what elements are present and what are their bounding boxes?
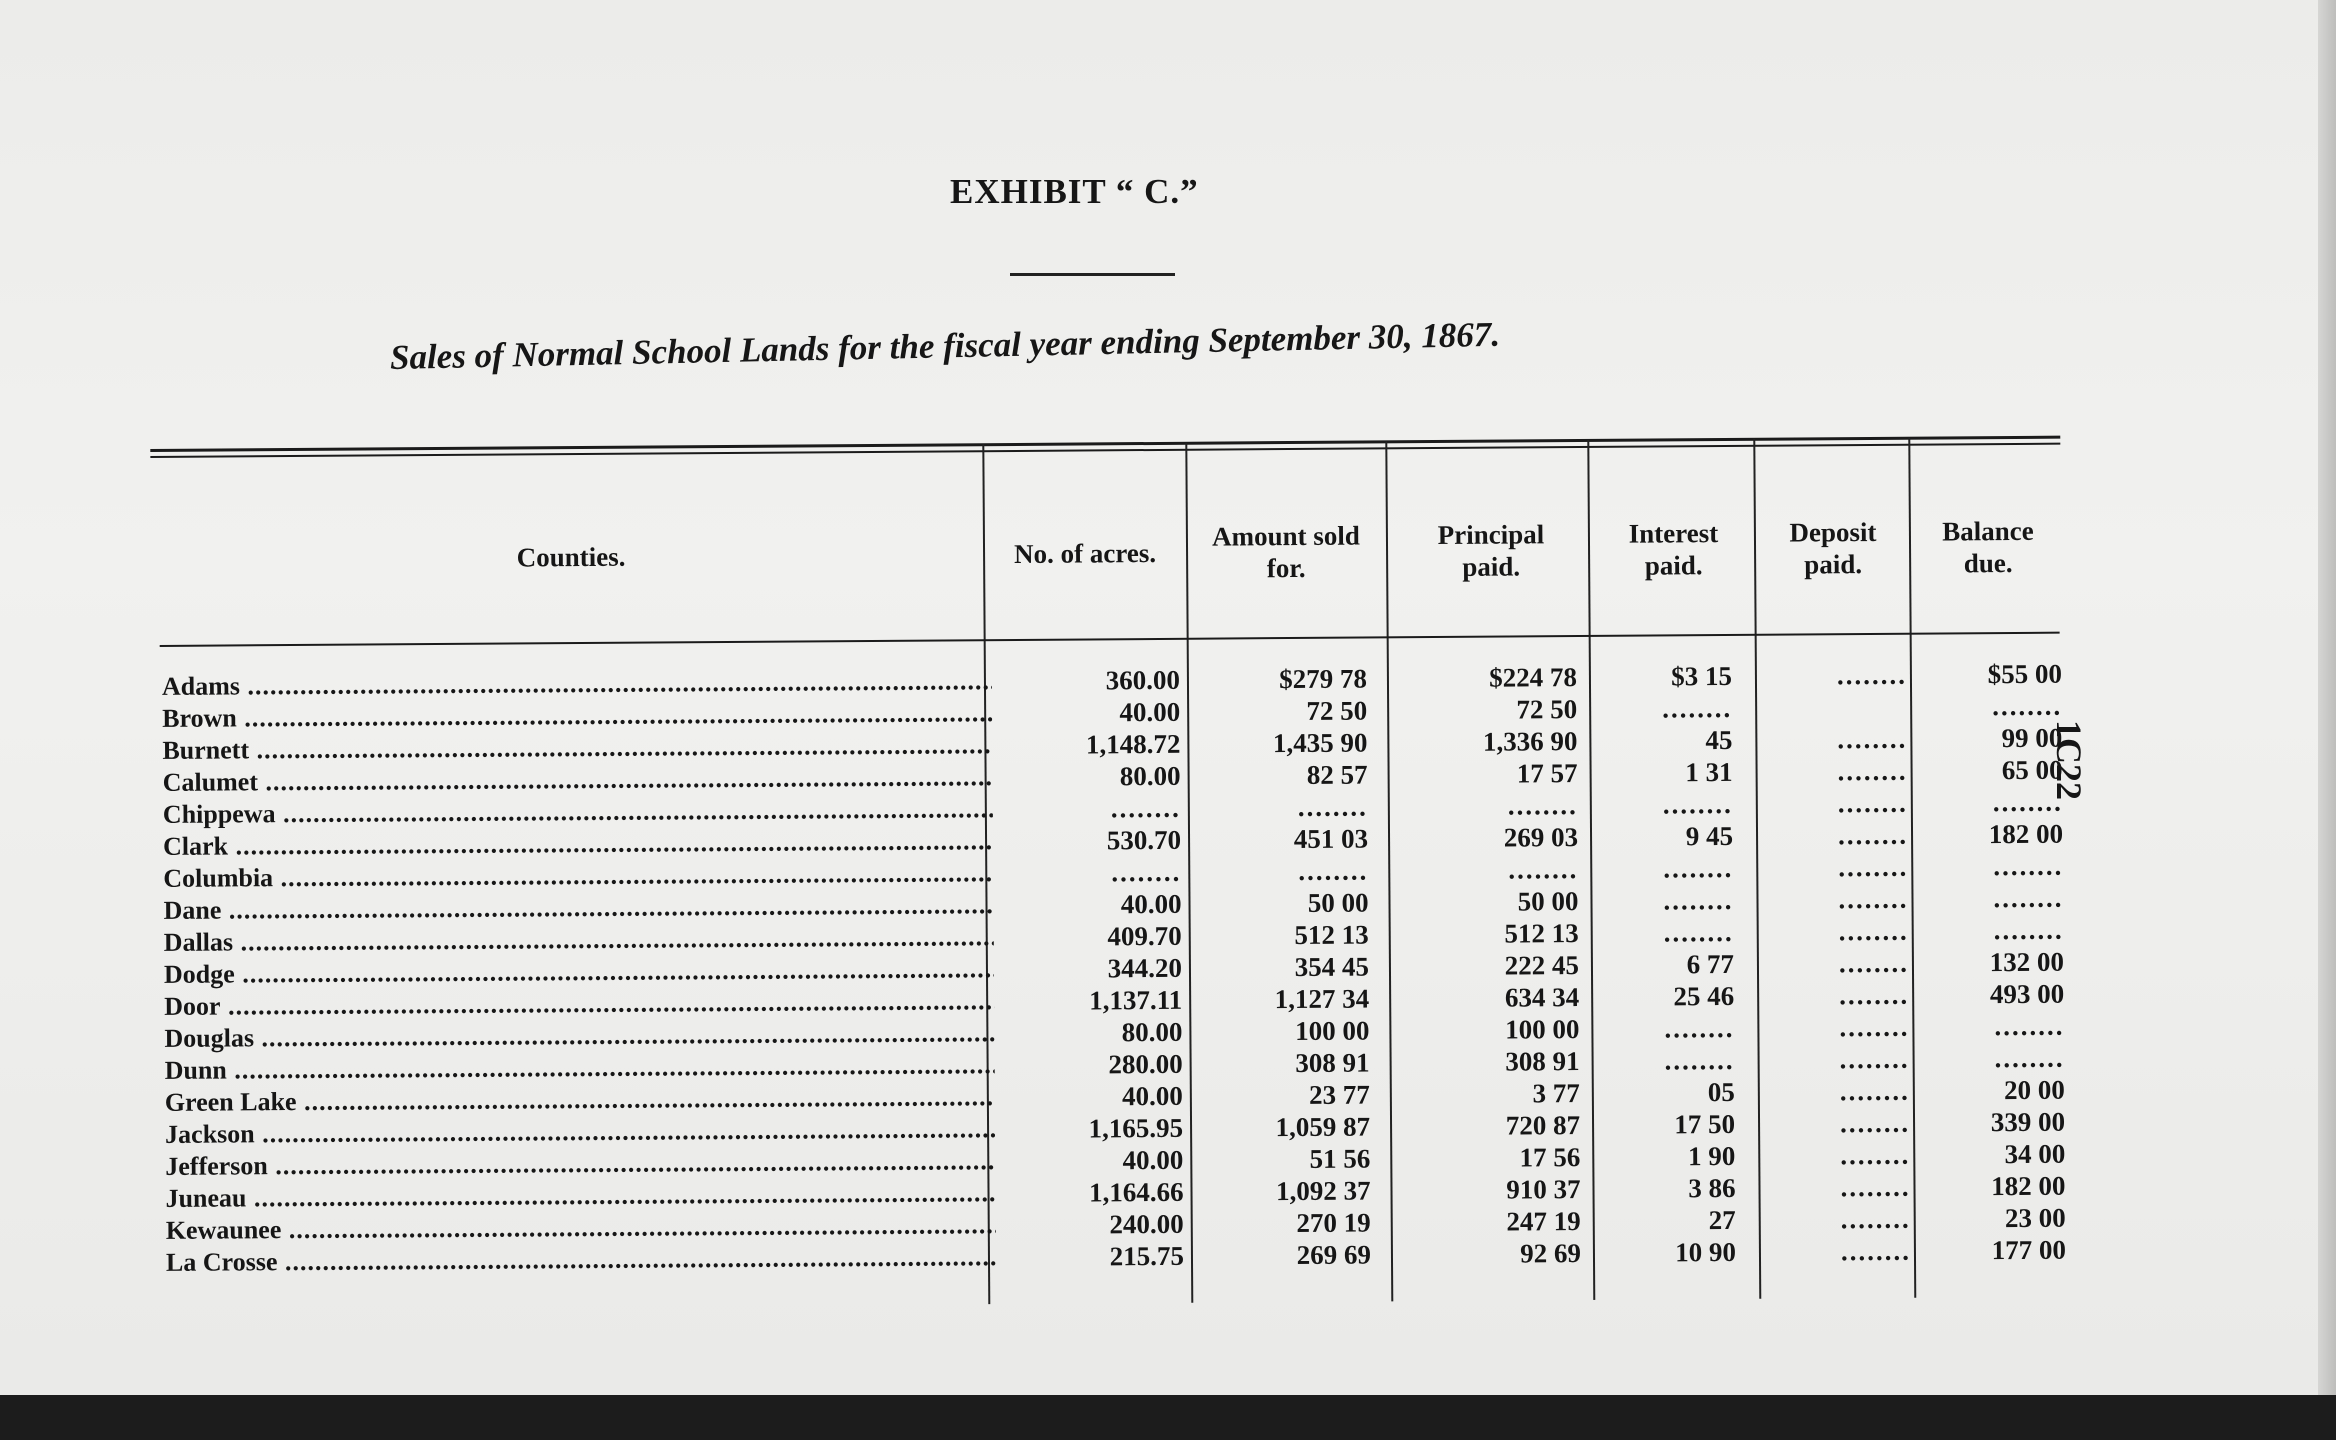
header-balance: Balance due. [1942, 515, 2034, 579]
amount-cell: 308 91 [1295, 1047, 1370, 1079]
interest-cell: 3 86 [1688, 1172, 1736, 1204]
acres-cell: 344.20 [1107, 952, 1183, 984]
acres-cell: 240.00 [1109, 1208, 1184, 1240]
balance-cell: ........ [1992, 690, 2063, 722]
amount-cell: 51 56 [1309, 1143, 1371, 1174]
deposit-cell: ........ [1840, 1203, 1911, 1235]
principal-cell: 512 13 [1504, 918, 1579, 949]
acres-cell: 80.00 [1121, 1016, 1183, 1048]
deposit-cell [1762, 691, 1907, 724]
acres-cell: 40.00 [1119, 696, 1181, 728]
acres-cell: 40.00 [1122, 1144, 1184, 1176]
header-deposit: Deposit paid. [1789, 516, 1877, 580]
header-acres: No. of acres. [1013, 537, 1157, 569]
acres-cell: 215.75 [1109, 1240, 1185, 1272]
balance-cell: 182 00 [1991, 1170, 2066, 1202]
header-amount: Amount sold for. [1211, 520, 1360, 584]
acres-cell: 1,164.66 [1088, 1176, 1184, 1208]
deposit-cell: ........ [1840, 1139, 1911, 1171]
principal-cell: ........ [1508, 854, 1579, 885]
amount-cell: 1,435 90 [1272, 727, 1368, 759]
balance-cell: 177 00 [1991, 1234, 2067, 1266]
county-name: Columbia ..... [163, 857, 993, 895]
amount-cell: 512 13 [1294, 919, 1369, 951]
amount-cell: 100 00 [1295, 1015, 1370, 1047]
amount-cell: 50 00 [1307, 887, 1369, 918]
principal-cell: 634 34 [1504, 982, 1580, 1013]
interest-cell: ........ [1663, 884, 1734, 916]
page-number: 1C22 [2049, 720, 2089, 800]
balance-cell: ........ [1993, 882, 2064, 914]
interest-cell: 27 [1708, 1204, 1736, 1236]
acres-cell: 360.00 [1105, 664, 1181, 696]
deposit-cell: ........ [1837, 755, 1908, 787]
county-name: Douglas ..... [164, 1017, 994, 1055]
principal-cell: 92 69 [1520, 1238, 1582, 1269]
principal-cell: 720 87 [1505, 1110, 1581, 1141]
principal-cell: 247 19 [1506, 1206, 1581, 1237]
header-counties: Counties. [516, 541, 626, 573]
principal-cell: 17 57 [1516, 758, 1578, 789]
balance-cell: 493 00 [1989, 978, 2065, 1010]
deposit-cell: ........ [1837, 723, 1908, 755]
acres-cell: 1,148.72 [1085, 728, 1181, 760]
balance-cell: ........ [1993, 914, 2064, 946]
principal-cell: 1,336 90 [1482, 726, 1578, 757]
county-name: Dunn ..... [165, 1049, 995, 1087]
principal-cell: 308 91 [1505, 1046, 1580, 1077]
principal-cell: 100 00 [1505, 1014, 1580, 1045]
amount-cell: 1,059 87 [1275, 1111, 1371, 1143]
title-rule [1010, 273, 1175, 276]
balance-cell: ........ [1993, 850, 2064, 882]
balance-cell: 182 00 [1988, 818, 2064, 850]
principal-cell: 269 03 [1503, 822, 1579, 853]
amount-cell: ........ [1297, 791, 1368, 822]
amount-cell: 1,092 37 [1275, 1175, 1371, 1207]
county-name: Calumet ..... [163, 761, 993, 799]
principal-cell: 50 00 [1517, 886, 1579, 917]
deposit-cell: ........ [1840, 1235, 1912, 1267]
interest-cell: 45 [1705, 724, 1733, 756]
county-name: Door ..... [164, 985, 994, 1023]
amount-cell: 451 03 [1293, 823, 1369, 855]
balance-cell: 132 00 [1989, 946, 2065, 978]
balance-cell: 65 00 [2001, 754, 2063, 786]
header-rule [160, 632, 2060, 647]
scan-border [0, 1395, 2336, 1440]
interest-cell: 1 31 [1685, 756, 1733, 788]
header-interest: Interest paid. [1628, 518, 1719, 581]
interest-cell: 25 46 [1673, 980, 1735, 1012]
deposit-cell: ........ [1839, 1107, 1911, 1139]
table-subtitle: Sales of Normal School Lands for the fiscal year ending September 30, 1867. [389, 314, 1501, 377]
interest-cell: 1 90 [1687, 1140, 1736, 1172]
acres-cell: ........ [1110, 792, 1181, 824]
county-name: Chippewa ..... [163, 793, 993, 831]
county-name: Clark ..... [163, 825, 993, 863]
page-edge [2318, 0, 2336, 1395]
balance-cell: ........ [1992, 786, 2063, 818]
deposit-cell: ........ [1839, 1043, 1910, 1075]
amount-cell: $279 78 [1279, 663, 1368, 695]
deposit-cell: ........ [1837, 787, 1908, 819]
amount-cell: 1,127 34 [1274, 983, 1370, 1015]
balance-cell: $55 00 [1987, 658, 2063, 690]
interest-cell: ........ [1664, 1012, 1735, 1044]
acres-cell: 409.70 [1107, 920, 1182, 952]
balance-cell: 34 00 [2004, 1138, 2066, 1170]
amount-cell: ........ [1298, 855, 1369, 886]
principal-cell: $224 78 [1489, 662, 1578, 693]
balance-cell: 20 00 [2003, 1074, 2065, 1106]
acres-cell: 80.00 [1119, 760, 1181, 792]
county-name: Adams ..... [162, 665, 992, 703]
deposit-cell: ........ [1839, 1011, 1910, 1043]
acres-cell: 40.00 [1121, 1080, 1183, 1112]
county-name: Jackson ..... [165, 1113, 995, 1151]
deposit-cell: ........ [1838, 851, 1909, 883]
county-name: Juneau ..... [165, 1177, 995, 1215]
acres-cell: ........ [1111, 856, 1182, 888]
deposit-cell: ........ [1838, 883, 1909, 915]
principal-cell: 3 77 [1532, 1078, 1580, 1109]
county-name: Green Lake ..... [165, 1081, 995, 1119]
balance-cell: 339 00 [1990, 1106, 2066, 1138]
deposit-cell: ........ [1837, 819, 1909, 851]
principal-cell: ........ [1507, 790, 1578, 821]
county-name: Jefferson ..... [165, 1145, 995, 1183]
deposit-cell: ........ [1838, 947, 1910, 979]
principal-cell: 222 45 [1504, 950, 1580, 981]
amount-cell: 269 69 [1296, 1239, 1372, 1271]
county-name: Dane ..... [163, 889, 993, 927]
county-name: Brown ..... [162, 697, 992, 735]
balance-cell: 99 00 [2001, 722, 2063, 754]
amount-cell: 354 45 [1294, 951, 1370, 983]
acres-cell: 1,165.95 [1088, 1112, 1184, 1144]
acres-cell: 1,137.11 [1089, 984, 1183, 1016]
deposit-cell: ........ [1836, 659, 1908, 691]
county-name: Dodge ..... [164, 953, 994, 991]
interest-cell: ........ [1664, 1044, 1735, 1076]
balance-cell: ........ [1994, 1042, 2065, 1074]
header-principal: Principal paid. [1437, 519, 1545, 582]
interest-cell: ........ [1663, 852, 1734, 884]
interest-cell: 6 77 [1686, 948, 1735, 980]
amount-cell: 82 57 [1306, 759, 1368, 790]
deposit-cell: ........ [1838, 915, 1909, 947]
county-name: Dallas ..... [164, 921, 994, 959]
interest-cell: 10 90 [1675, 1236, 1737, 1268]
sales-table [150, 392, 2076, 1325]
acres-cell: 280.00 [1108, 1048, 1183, 1080]
interest-cell: 17 50 [1674, 1108, 1736, 1140]
deposit-cell: ........ [1839, 979, 1910, 1011]
county-name: La Crosse ..... [166, 1241, 996, 1279]
amount-cell: 23 77 [1308, 1079, 1370, 1110]
principal-cell: 910 37 [1506, 1174, 1581, 1205]
acres-cell: 530.70 [1106, 824, 1182, 856]
county-name: Kewaunee ..... [166, 1209, 996, 1247]
deposit-cell: ........ [1839, 1075, 1910, 1107]
amount-cell: 270 19 [1296, 1207, 1371, 1239]
interest-cell: $3 15 [1671, 660, 1733, 692]
amount-cell: 72 50 [1306, 695, 1368, 726]
balance-cell: ........ [1994, 1010, 2065, 1042]
county-name: Burnett ..... [162, 729, 992, 767]
principal-cell: 72 50 [1516, 694, 1578, 725]
interest-cell: 05 [1707, 1076, 1735, 1108]
acres-cell: 40.00 [1120, 888, 1182, 920]
interest-cell: ........ [1663, 916, 1734, 948]
exhibit-title: EXHIBIT “ C.” [950, 172, 1199, 211]
interest-cell: 9 45 [1685, 820, 1734, 852]
interest-cell: ........ [1662, 788, 1733, 820]
deposit-cell: ........ [1840, 1171, 1911, 1203]
interest-cell: ........ [1662, 692, 1733, 724]
principal-cell: 17 56 [1519, 1142, 1581, 1173]
balance-cell: 23 00 [2004, 1202, 2066, 1234]
